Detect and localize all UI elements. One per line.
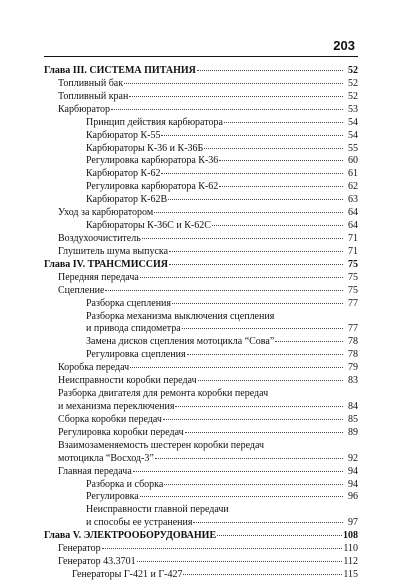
toc-entry-page: 63 [348,194,358,206]
toc-entry [44,298,358,311]
dot-leader [133,471,343,472]
toc-entry [44,491,358,504]
dot-leader [129,96,343,97]
toc-entry-title: Топливный кран [58,90,129,102]
toc-entry-page: 52 [348,77,358,89]
toc-entry-page: 79 [348,362,358,374]
toc-entry-page: 52 [348,65,358,76]
toc-entry-page: 78 [348,336,358,348]
dot-leader [102,548,343,549]
toc-entry [44,375,358,388]
toc-entry-title: Взаимозаменяемость шестерен коробки передач [58,439,265,451]
toc-entry [44,504,358,517]
toc-entry [44,453,358,466]
dot-leader [124,83,343,84]
toc-entry-title: Генераторы Г-421 и Г-427 [72,568,183,580]
dot-leader [217,535,342,536]
toc-entry [44,569,358,582]
dot-leader [219,160,343,161]
dot-leader [275,341,343,342]
toc-entry [44,362,358,375]
dot-leader [219,186,343,187]
toc-entry-title: Неисправности коробки передач [58,375,197,387]
dot-leader [185,432,343,433]
toc-entry [44,479,358,492]
toc-entry [44,168,358,181]
toc-entry-title: Уход за карбюратором [58,207,154,219]
toc-entry [44,349,358,362]
toc-entry [44,427,358,440]
toc-entry-title: Глава V. ЭЛЕКТРООБОРУДОВАНИЕ [44,530,217,542]
toc-entry-title: Разборка сцепления [86,297,171,309]
toc-entry-page: 83 [348,375,358,387]
toc-entry-title: Регулировка коробки передач [58,426,184,438]
dot-leader [224,122,343,123]
toc-entry-page: 115 [343,568,358,580]
toc-entry [44,388,358,401]
toc-entry-page: 55 [348,142,358,154]
toc-entry-title: Генератор [58,543,101,555]
dot-leader [155,458,343,459]
toc-entry [44,220,358,233]
toc-entry [44,311,358,324]
toc-entry [44,104,358,117]
toc-entry-title: Регулировка сцепления [86,349,186,361]
dot-leader [212,225,343,226]
toc-entry [44,78,358,91]
dot-leader [140,496,343,497]
toc-entry [44,543,358,556]
toc-entry-title: Разборка механизма выключения сцепления [86,310,275,322]
dot-leader [164,484,343,485]
toc-entry [44,414,358,427]
toc-entry-page: 54 [348,129,358,141]
toc-entry-title: Сцепление [58,284,105,296]
dot-leader [142,238,343,239]
toc-entry-title: Глушитель шума выпуска [58,245,169,257]
toc-entry-page: 71 [348,245,358,257]
toc-entry-title: Принцип действия карбюратора [86,116,223,128]
toc-entry-page: 71 [348,232,358,244]
toc-entry [44,285,358,298]
toc-entry-page: 77 [348,323,358,335]
toc-entry-title: Карбюратор К-62 [86,168,161,180]
dot-leader [161,135,343,136]
dot-leader [154,212,343,213]
table-of-contents [44,65,358,582]
toc-entry-title: Коробка передач [58,362,130,374]
toc-entry-page: 108 [343,530,358,542]
toc-entry-title: Регулировка карбюратора К-62 [86,181,219,193]
toc-entry-page: 75 [348,271,358,283]
dot-leader [187,354,343,355]
dot-leader [130,367,343,368]
toc-entry-page: 112 [343,556,358,568]
toc-entry-page: 77 [348,297,358,309]
toc-entry-page: 64 [348,220,358,232]
toc-entry-title: Неисправности главной передачи [86,504,229,516]
toc-entry [44,440,358,453]
toc-entry-title: Генератор 43.3701 [58,556,136,568]
dot-leader [163,419,343,420]
toc-entry [44,194,358,207]
toc-entry-page: 61 [348,168,358,180]
toc-entry-page: 62 [348,181,358,193]
toc-entry-title: Карбюратор К-62В [86,194,168,206]
dot-leader [183,574,342,575]
toc-chapter-heading [44,530,358,543]
toc-entry [44,181,358,194]
toc-entry [44,401,358,414]
toc-entry-title: и механизма переключения [58,400,175,412]
dot-leader [161,173,343,174]
toc-entry-title: Глава IV. ТРАНСМИССИЯ [44,258,168,270]
dot-leader [198,380,343,381]
toc-entry [44,233,358,246]
toc-entry-title: Сборка коробки передач [58,413,162,425]
toc-entry [44,130,358,143]
toc-entry-title: Карбюраторы К-36С и К-62С [86,220,211,232]
dot-leader [204,148,343,149]
dot-leader [182,328,343,329]
header-rule [44,56,358,57]
dot-leader [169,264,343,265]
toc-entry [44,323,358,336]
toc-entry-title: Глава III. СИСТЕМА ПИТАНИЯ [44,65,196,76]
toc-entry-page: 75 [348,284,358,296]
dot-leader [169,251,343,252]
toc-entry-page: 85 [348,413,358,425]
page-number: 203 [333,38,355,53]
toc-entry-page: 94 [348,478,358,490]
toc-entry [44,556,358,569]
toc-entry-page: 52 [348,90,358,102]
toc-entry-title: Разборка и сборка [86,478,164,490]
toc-entry-page: 97 [348,517,358,529]
toc-entry-title: Регулировка [86,491,139,503]
dot-leader [175,406,343,407]
toc-entry [44,117,358,130]
toc-entry-page: 78 [348,349,358,361]
toc-entry-page: 92 [348,452,358,464]
toc-chapter-heading [44,65,358,78]
toc-entry-title: Карбюратор К-55 [86,129,161,141]
toc-entry [44,207,358,220]
toc-entry-title: Замена дисков сцепления мотоцикла “Сова” [86,336,275,348]
toc-entry-page: 96 [348,491,358,503]
toc-entry-title: Воздухоочиститель [58,232,141,244]
dot-leader [168,199,343,200]
toc-entry-page: 94 [348,465,358,477]
toc-entry [44,155,358,168]
toc-entry-title: Топливный бак [58,77,124,89]
dot-leader [105,290,343,291]
toc-entry-page: 53 [348,103,358,115]
toc-entry-title: Разборка двигателя для ремонта коробки передач [58,388,269,400]
toc-entry [44,246,358,259]
toc-entry-page: 75 [348,258,358,270]
toc-entry [44,466,358,479]
toc-entry [44,143,358,156]
toc-entry-page: 84 [348,400,358,412]
toc-entry [44,517,358,530]
dot-leader [137,561,343,562]
toc-entry-page: 64 [348,207,358,219]
toc-entry-page: 110 [343,543,358,555]
dot-leader [197,70,343,71]
toc-entry-title: Главная передача [58,465,132,477]
toc-entry-title: Карбюратор [58,103,110,115]
toc-entry-title: Передняя передача [58,271,139,283]
toc-entry-page: 54 [348,116,358,128]
toc-chapter-heading [44,259,358,272]
dot-leader [172,303,343,304]
toc-entry [44,272,358,285]
toc-entry-page: 60 [348,155,358,167]
dot-leader [140,277,343,278]
dot-leader [193,522,343,523]
toc-entry-title: Регулировка карбюратора К-36 [86,155,219,167]
toc-entry-title: и привода спидометра [86,323,181,335]
toc-entry [44,91,358,104]
toc-entry-title: мотоцикла “Восход-3” [58,452,154,464]
toc-entry-title: Карбюраторы К-36 и К-36Б [86,142,204,154]
toc-entry [44,336,358,349]
dot-leader [111,109,343,110]
toc-entry-title: и способы ее устранения [86,517,193,529]
toc-entry-page: 89 [348,426,358,438]
